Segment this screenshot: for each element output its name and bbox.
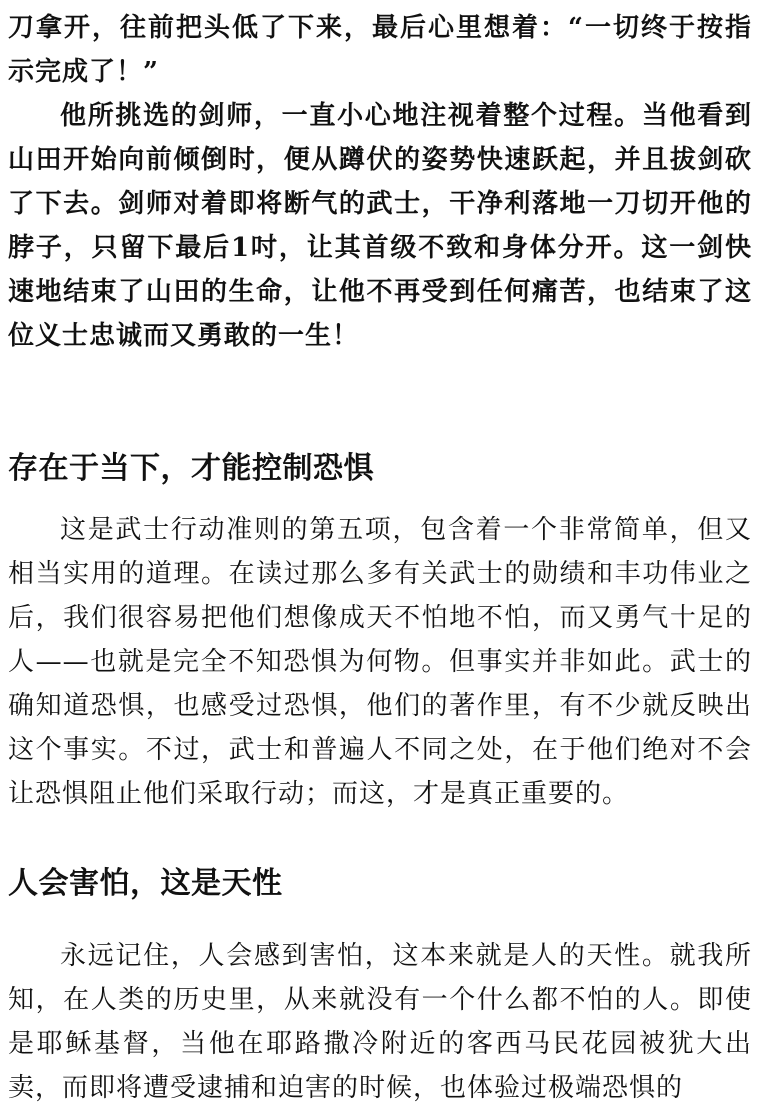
paragraph-fifth-rule: 这是武士行动准则的第五项，包含着一个非常简单，但又相当实用的道理。在读过那么多有关武士的勋绩和丰功伟业之后，我们很容易把他们想像成天不怕地不怕，而又勇气十足的人——也就是完全不知恐惧为何物。但事实并非如此。武士的确知道恐惧，也感受过恐惧，他们的著作里，有不少就反映出这个事实。不过，武士和普遍人不同之处，在于他们绝对不会让恐惧阻止他们采取行动；而这，才是真正重要的。 xyxy=(8,515,752,809)
section-heading-fear-is-nature: 人会害怕，这是天性 xyxy=(8,866,283,901)
paragraph-continued: 刀拿开，往前把头低了下来，最后心里想着：“一切终于按指示完成了！” xyxy=(8,13,752,87)
section-heading-present-moment: 存在于当下，才能控制恐惧 xyxy=(8,451,374,486)
paragraph-swordsman: 他所挑选的剑师，一直小心地注视着整个过程。当他看到山田开始向前倾倒时，便从蹲伏的姿势快速跃起，并且拔剑砍了下去。剑师对着即将断气的武士，干净利落地一刀切开他的脖子，只留下最后1吋，让其首级不致和身体分开。这一剑快速地结束了山田的生命，让他不再受到任何痛苦，也结束了这位义士忠诚而又勇敢的一生！ xyxy=(8,101,752,351)
paragraph-remember: 永远记住，人会感到害怕，这本来就是人的天性。就我所知，在人类的历史里，从来就没有一个什么都不怕的人。即使是耶稣基督，当他在耶路撒冷附近的客西马民花园被犹大出卖，而即将遭受逮捕和迫害的时候，也体验过极端恐惧的 xyxy=(8,941,752,1103)
